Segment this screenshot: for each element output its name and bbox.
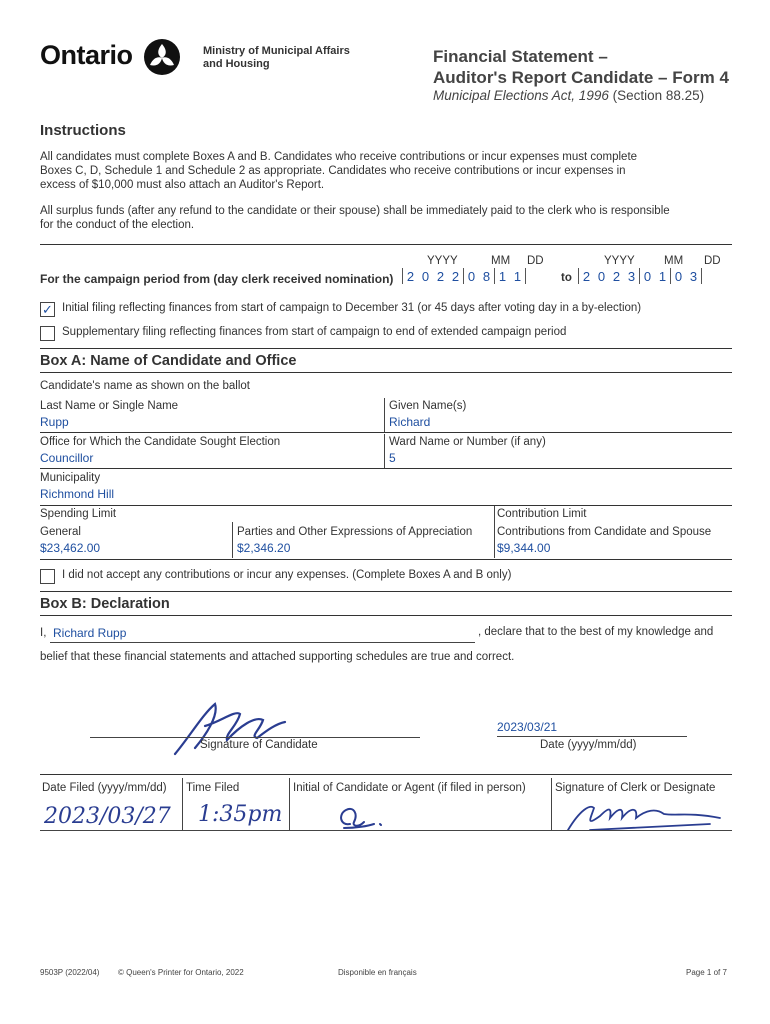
- divider: [40, 774, 732, 775]
- office-label: Office for Which the Candidate Sought Election: [40, 436, 281, 448]
- declarant-underline: [50, 642, 475, 643]
- divider: [40, 348, 732, 349]
- date-digit: 2: [612, 269, 621, 284]
- act-reference: Municipal Elections Act, 1996 (Section 88.25): [433, 88, 705, 103]
- campaign-period-label: For the campaign period from (day clerk received nomination): [40, 272, 394, 286]
- field-separator: [384, 398, 385, 432]
- from-dd-label: DD: [527, 255, 544, 267]
- instructions-paragraph-1: All candidates must complete Boxes A and B. Candidates who receive contributions or incur expenses must complete Boxes C, D, Schedule 1 and Schedule 2 as appropriate. Candidates who receive contributions or incur expenses in excess of $10,000 must also attach an Auditor's Report.: [40, 151, 638, 191]
- divider: [40, 559, 732, 560]
- to-mm-label: MM: [664, 255, 684, 267]
- signature-label: Signature of Candidate: [200, 739, 318, 751]
- divider: [40, 615, 732, 616]
- parties-label: Parties and Other Expressions of Appreciation: [237, 526, 473, 538]
- supplementary-filing-label: Supplementary filing reflecting finances from start of campaign to end of extended campaign period: [62, 326, 567, 338]
- field-separator: [384, 434, 385, 468]
- date-digit: 0: [467, 269, 476, 284]
- declaration-text: belief that these financial statements and attached supporting schedules are true and correct.: [40, 651, 515, 663]
- box-a-heading: Box A: Name of Candidate and Office: [40, 353, 297, 369]
- supplementary-filing-checkbox[interactable]: [40, 326, 55, 341]
- clerk-signature-icon: [560, 800, 730, 834]
- to-dd-label: DD: [704, 255, 721, 267]
- divider: [40, 505, 732, 506]
- ward-value[interactable]: 5: [389, 451, 396, 465]
- initial-agent-label: Initial of Candidate or Agent (if filed in person): [293, 782, 526, 794]
- municipality-value[interactable]: Richmond Hill: [40, 487, 115, 501]
- date-digit: 3: [627, 269, 636, 284]
- date-digit: 3: [689, 269, 698, 284]
- ontario-wordmark: Ontario: [40, 40, 133, 70]
- contribution-limit-label: Contribution Limit: [497, 508, 587, 520]
- page-number: Page 1 of 7: [686, 968, 727, 977]
- agent-initial-icon: [320, 800, 390, 832]
- date-digit: 2: [451, 269, 460, 284]
- field-separator: [182, 778, 183, 830]
- date-digit: 0: [421, 269, 430, 284]
- time-filed-value[interactable]: 1:35pm: [198, 802, 283, 827]
- divider: [40, 468, 732, 469]
- municipality-label: Municipality: [40, 472, 101, 484]
- divider: [40, 432, 732, 433]
- signature-date-value[interactable]: 2023/03/21: [497, 720, 558, 734]
- clerk-signature-label: Signature of Clerk or Designate: [555, 782, 716, 794]
- date-digit: 0: [597, 269, 606, 284]
- date-digit: 0: [643, 269, 652, 284]
- declarant-name[interactable]: Richard Rupp: [53, 626, 127, 640]
- given-name-label: Given Name(s): [389, 400, 467, 412]
- divider: [40, 591, 732, 592]
- divider: [40, 830, 732, 831]
- ministry-name: Ministry of Municipal Affairs and Housing: [203, 45, 350, 70]
- contributions-candidate-value[interactable]: $9,344.00: [497, 541, 551, 555]
- last-name-value[interactable]: Rupp: [40, 415, 69, 429]
- date-filed-label: Date Filed (yyyy/mm/dd): [42, 782, 167, 794]
- initial-filing-label: Initial filing reflecting finances from start of campaign to December 31 (or 45 days after voting day in a by-election): [62, 302, 642, 314]
- field-separator: [289, 778, 290, 830]
- date-digit: 1: [498, 269, 507, 284]
- to-date-field[interactable]: [578, 268, 702, 284]
- ballot-name-label: Candidate's name as shown on the ballot: [40, 380, 250, 392]
- date-filed-value[interactable]: 2023/03/27: [44, 804, 171, 829]
- instructions-heading: Instructions: [40, 122, 126, 139]
- ward-label: Ward Name or Number (if any): [389, 436, 546, 448]
- no-contributions-checkbox[interactable]: [40, 569, 55, 584]
- date-digit: 2: [582, 269, 591, 284]
- from-date-field[interactable]: [402, 268, 526, 284]
- divider: [40, 372, 732, 373]
- parties-value[interactable]: $2,346.20: [237, 541, 291, 555]
- last-name-label: Last Name or Single Name: [40, 400, 179, 412]
- divider: [40, 244, 732, 245]
- french-availability: Disponible en français: [338, 968, 417, 977]
- form-number: 9503P (2022/04): [40, 968, 100, 977]
- declaration-prefix: I,: [40, 627, 47, 639]
- given-name-value[interactable]: Richard: [389, 415, 431, 429]
- time-filed-label: Time Filed: [186, 782, 240, 794]
- copyright: © Queen's Printer for Ontario, 2022: [118, 968, 244, 977]
- signature-line: [90, 737, 420, 738]
- checkmark-icon: ✓: [42, 302, 53, 317]
- from-yyyy-label: YYYY: [427, 255, 458, 267]
- date-digit: 2: [436, 269, 445, 284]
- general-value[interactable]: $23,462.00: [40, 541, 101, 555]
- date-digit: 8: [482, 269, 491, 284]
- office-value[interactable]: Councillor: [40, 451, 94, 465]
- general-label: General: [40, 526, 81, 538]
- form-title: Financial Statement – Auditor's Report Candidate – Form 4: [433, 47, 729, 87]
- signature-date-label: Date (yyyy/mm/dd): [540, 739, 637, 751]
- initial-filing-checkbox[interactable]: [40, 302, 55, 317]
- from-mm-label: MM: [491, 255, 511, 267]
- to-yyyy-label: YYYY: [604, 255, 635, 267]
- date-digit: 1: [658, 269, 667, 284]
- field-separator: [232, 522, 233, 558]
- box-b-heading: Box B: Declaration: [40, 596, 170, 612]
- date-digit: 1: [513, 269, 522, 284]
- trillium-icon: [143, 38, 181, 76]
- instructions-paragraph-2: All surplus funds (after any refund to the candidate or their spouse) shall be immediately paid to the clerk who is responsible for the conduct of the election.: [40, 205, 670, 231]
- date-line: [497, 736, 687, 737]
- to-label: to: [561, 272, 572, 284]
- contributions-candidate-label: Contributions from Candidate and Spouse: [497, 526, 712, 538]
- declaration-suffix: , declare that to the best of my knowledge and: [478, 626, 714, 638]
- spending-limit-label: Spending Limit: [40, 508, 117, 520]
- field-separator: [551, 778, 552, 830]
- date-digit: 2: [406, 269, 415, 284]
- date-digit: 0: [674, 269, 683, 284]
- field-separator: [494, 506, 495, 558]
- no-contributions-label: I did not accept any contributions or incur any expenses. (Complete Boxes A and B only): [62, 569, 512, 581]
